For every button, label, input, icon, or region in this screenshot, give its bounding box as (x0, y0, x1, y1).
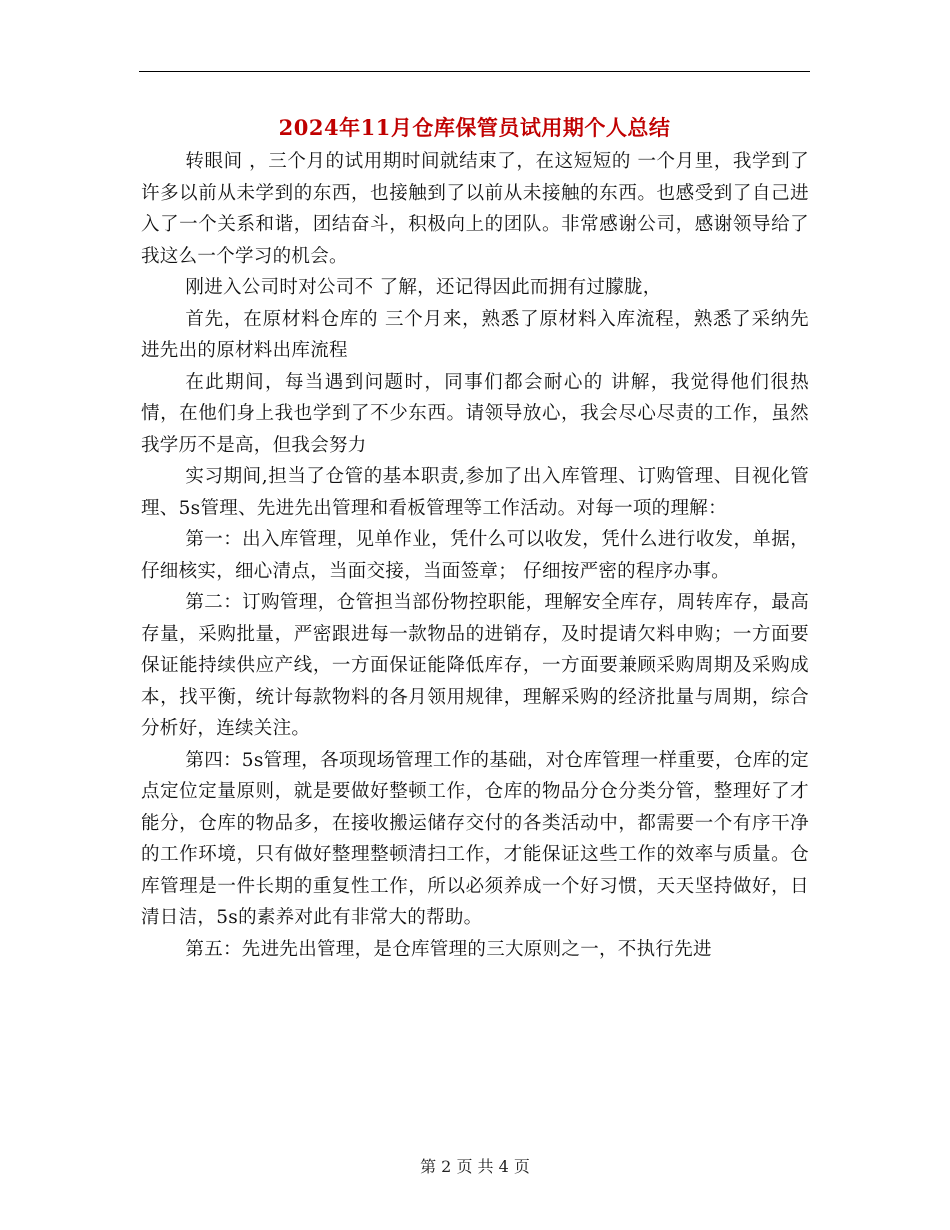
paragraph: 实习期间,担当了仓管的基本职责,参加了出入库管理、订购管理、目视化管理、5s管理、先进先出管理和看板管理等工作活动。对每一项的理解： (141, 466, 809, 519)
paragraph: 转眼间 ，三个月的试用期时间就结束了，在这短短的 一个月里，我学到了许多以前从未学到的东西，也接触到了以前从未接触的东西。也感受到了自己进入了一个关系和谐，团结奋斗，积极向上的团队。非常感谢公司，感谢领导给了我这么一个学习的机会。 (141, 151, 809, 267)
paragraph: 刚进入公司时对公司不 了解，还记得因此而拥有过朦胧， (185, 277, 662, 298)
paragraph: 在此期间，每当遇到问题时，同事们都会耐心的 讲解，我觉得他们很热情，在他们身上我也学到了不少东西。请领导放心，我会尽心尽责的工作，虽然我学历不是高，但我会努力 (141, 371, 809, 456)
paragraph: 第二：订购管理，仓管担当部份物控职能，理解安全库存，周转库存，最高存量，采购批量，严密跟进每一款物品的进销存，及时提请欠料申购；一方面要保证能持续供应产线，一方面保证能降低库存，一方面要兼顾采购周期及采购成本，找平衡，统计每款物料的各月领用规律，理解采购的经济批量与周期，综合分析好，连续关注。 (141, 592, 809, 739)
paragraph: 首先，在原材料仓库的 三个月来，熟悉了原材料入库流程，熟悉了采纳先进先出的原材料出库流程 (141, 308, 809, 361)
paragraph: 第一：出入库管理，见单作业，凭什么可以收发，凭什么进行收发，单据，仔细核实，细心清点，当面交接，当面签章； 仔细按严密的程序办事。 (141, 529, 809, 582)
document-title: 2024年11月仓库保管员试用期个人总结 (278, 115, 671, 140)
paragraph: 第五：先进先出管理，是仓库管理的三大原则之一，不执行先进 (185, 938, 712, 960)
document-body (141, 146, 809, 965)
header-rule (139, 71, 810, 72)
paragraph: 第四：5s管理，各项现场管理工作的基础，对仓库管理一样重要，仓库的定点定位定量原则，就是要做好整顿工作，仓库的物品分仓分类分管，整理好了才能分，仓库的物品多，在接收搬运储存交付的各类活动中，都需要一个有序干净的工作环境，只有做好整理整顿清扫工作，才能保证这些工作的效率与质量。仓库管理是一件长期的重复性工作，所以必须养成一个好习惯，天天坚持做好，日清日洁，5s的素养对此有非常大的帮助。 (141, 749, 809, 928)
page-footer: 第 2 页 共 4 页 (420, 1157, 530, 1176)
